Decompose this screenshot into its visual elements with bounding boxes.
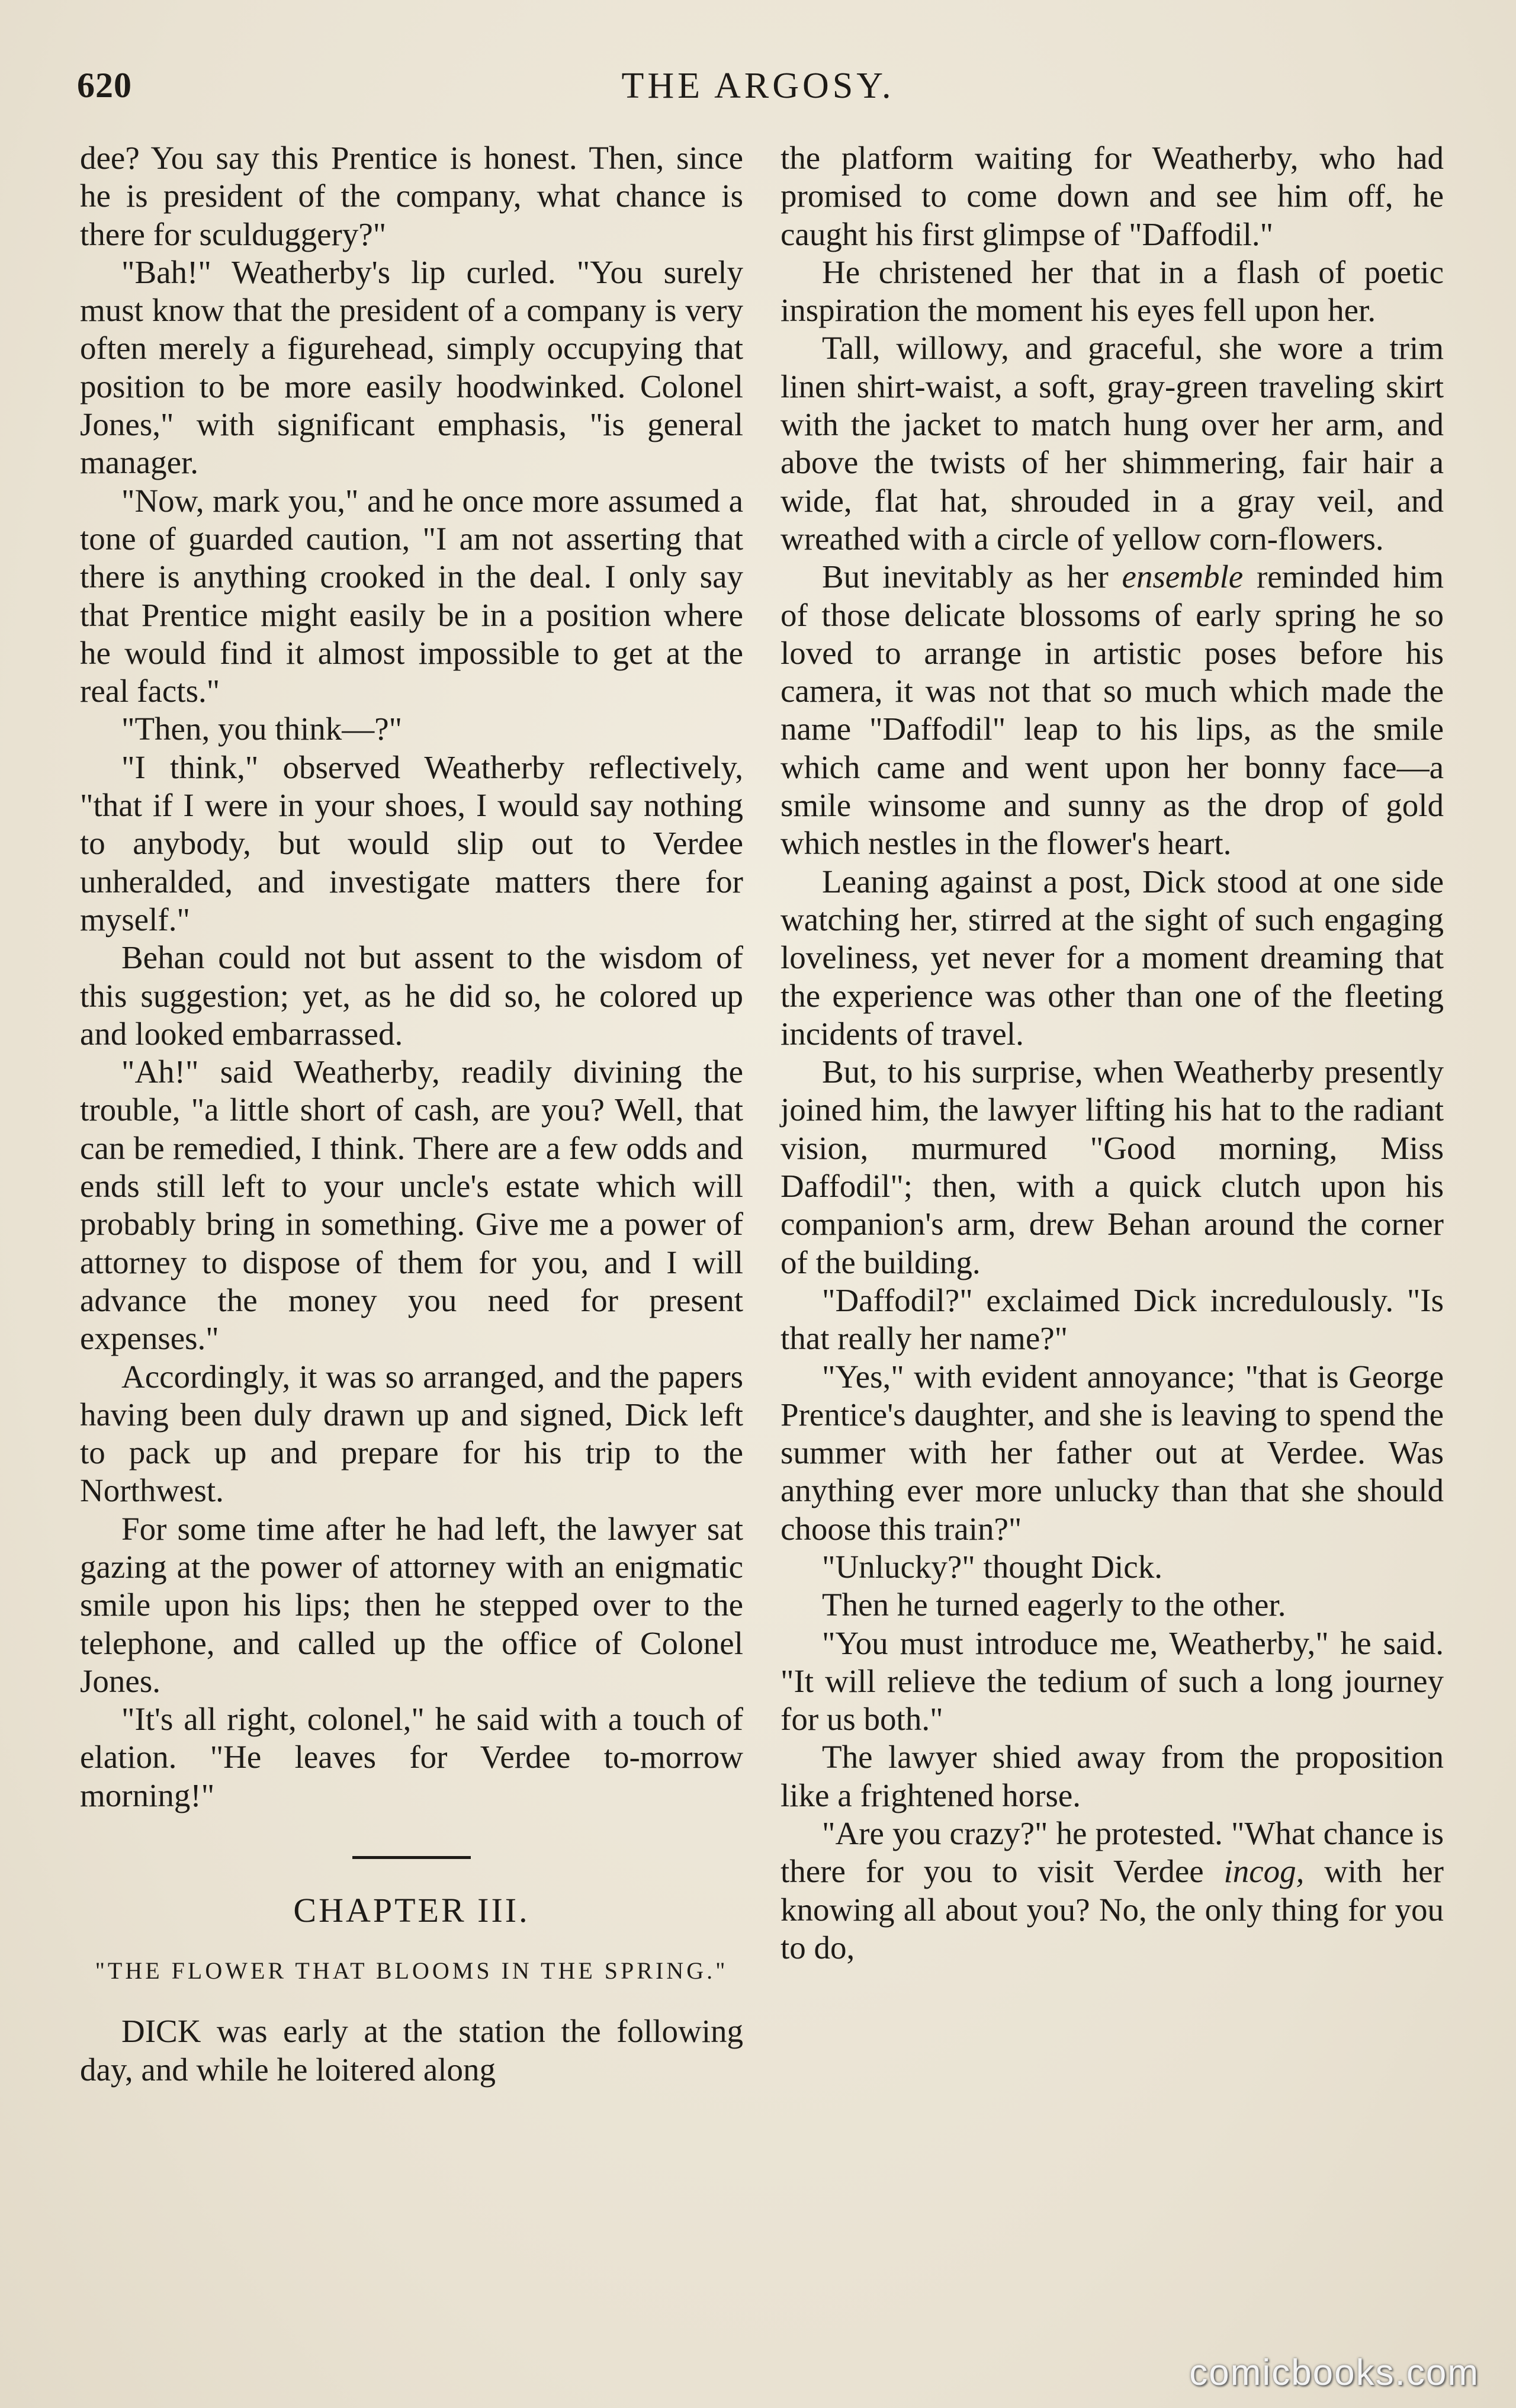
text-run: "Are you crazy?" he protested. "What chance is there for you to visit Verdee — [781, 1815, 1444, 1890]
paragraph: "Now, mark you," and he once more assumed a tone of guarded caution, "I am not asserting that there is anything crooked in the deal. I only say that Prentice might easily be in a position where he would find it almost impossible to get at the real facts." — [80, 482, 743, 709]
watermark: comicbooks.com — [1189, 2352, 1479, 2393]
chapter-subtitle: "THE FLOWER THAT BLOOMS IN THE SPRING." — [95, 1957, 728, 1985]
page-header — [77, 59, 1439, 113]
paragraph: Leaning against a post, Dick stood at one side watching her, stirred at the sight of such engaging loveliness, yet never for a moment dreaming that the experience was other than one of the fleeting incidents of travel. — [781, 863, 1444, 1052]
text-run: reminded him of those delicate blossoms of early spring he so loved to arrange in artistic poses before his camera, it was not that so much which made the name "Daffodil" leap to his lips, as the smile which came and went upon her bonny face—a smile winsome and sunny as the drop of gold which nestles in the flower's heart. — [781, 558, 1444, 862]
paragraph: "I think," observed Weatherby reflectively, "that if I were in your shoes, I would say nothing to anybody, but would slip out to Verdee unheralded, and investigate matters there for myself." — [80, 749, 743, 937]
paragraph: He christened her that in a flash of poetic inspiration the moment his eyes fell upon her. — [781, 253, 1444, 329]
paragraph: Behan could not but assent to the wisdom of this suggestion; yet, as he did so, he colored up and looked embarrassed. — [80, 939, 743, 1052]
chapter-opening-paragraph: DICK was early at the station the following day, and while he loitered along — [80, 2013, 743, 2088]
paragraph — [781, 558, 1444, 862]
paragraph: Tall, willowy, and graceful, she wore a trim linen shirt-waist, a soft, gray-green traveling skirt with the jacket to match hung over her arm, and above the twists of her shimmering, fair hair a wide, flat hat, shrouded in a gray veil, and wreathed with a circle of yellow corn-flowers. — [781, 330, 1444, 557]
chapter-title: CHAPTER III. — [293, 1891, 530, 1930]
paragraph: Accordingly, it was so arranged, and the papers having been duly drawn up and signed, Dick left to pack up and prepare for his trip to the Northwest. — [80, 1358, 743, 1509]
text-run: with her knowing all about you? No, the only thing for you to do, — [781, 1853, 1444, 1966]
left-column — [80, 139, 743, 2089]
text-run: But inevitably as her — [822, 558, 1122, 595]
paragraph: "Yes," with evident annoyance; "that is George Prentice's daughter, and she is leaving to spend the summer with her father out at Verdee. Was anything ever more unlucky than that she should choose this train?" — [781, 1358, 1444, 1547]
paragraph — [781, 1815, 1444, 1967]
paragraph: For some time after he had left, the lawyer sat gazing at the power of attorney with an enigmatic smile upon his lips; then he stepped over to the telephone, and called up the office of Colonel Jones. — [80, 1510, 743, 1699]
section-rule — [352, 1856, 471, 1859]
paragraph: "It's all right, colonel," he said with a touch of elation. "He leaves for Verdee to-morrow morning!" — [80, 1701, 743, 1813]
paragraph: the platform waiting for Weatherby, who had promised to come down and see him off, he caught his first glimpse of "Daffodil." — [781, 140, 1444, 252]
running-head: THE ARGOSY. — [621, 66, 895, 106]
paragraph: But, to his surprise, when Weatherby presently joined him, the lawyer lifting his hat to the radiant vision, murmured "Good morning, Miss Daffodil"; then, with a quick clutch upon his companion's arm, drew Behan around the corner of the building. — [781, 1054, 1444, 1280]
right-column — [781, 139, 1444, 1967]
paragraph: "Then, you think—?" — [121, 711, 403, 747]
paragraph: "Bah!" Weatherby's lip curled. "You surely must know that the president of a company is very often merely a figurehead, simply occupying that position to be more easily hoodwinked. Colonel Jones," with significant emphasis, "is general manager. — [80, 253, 743, 481]
paragraph: "Unlucky?" thought Dick. — [822, 1548, 1162, 1585]
paragraph: dee? You say this Prentice is honest. Then, since he is president of the company, what chance is there for sculduggery?" — [80, 140, 743, 252]
paragraph: "You must introduce me, Weatherby," he said. "It will relieve the tedium of such a long journey for us both." — [781, 1624, 1444, 1738]
paragraph: The lawyer shied away from the proposition like a frightened horse. — [781, 1739, 1444, 1813]
page-number: 620 — [77, 66, 132, 105]
paragraph: Then he turned eagerly to the other. — [822, 1587, 1286, 1623]
italic-word: incog, — [1223, 1853, 1305, 1890]
paragraph: "Ah!" said Weatherby, readily divining the trouble, "a little short of cash, are you? Well, that can be remedied, I think. There are a few odds and ends still left to your uncle's estate which will probably bring in something. Give me a power of attorney to dispose of them for you, and I will advance the money you need for present expenses." — [80, 1054, 743, 1357]
italic-word: ensemble — [1122, 558, 1244, 595]
paragraph: "Daffodil?" exclaimed Dick incredulously. "Is that really her name?" — [781, 1282, 1444, 1357]
